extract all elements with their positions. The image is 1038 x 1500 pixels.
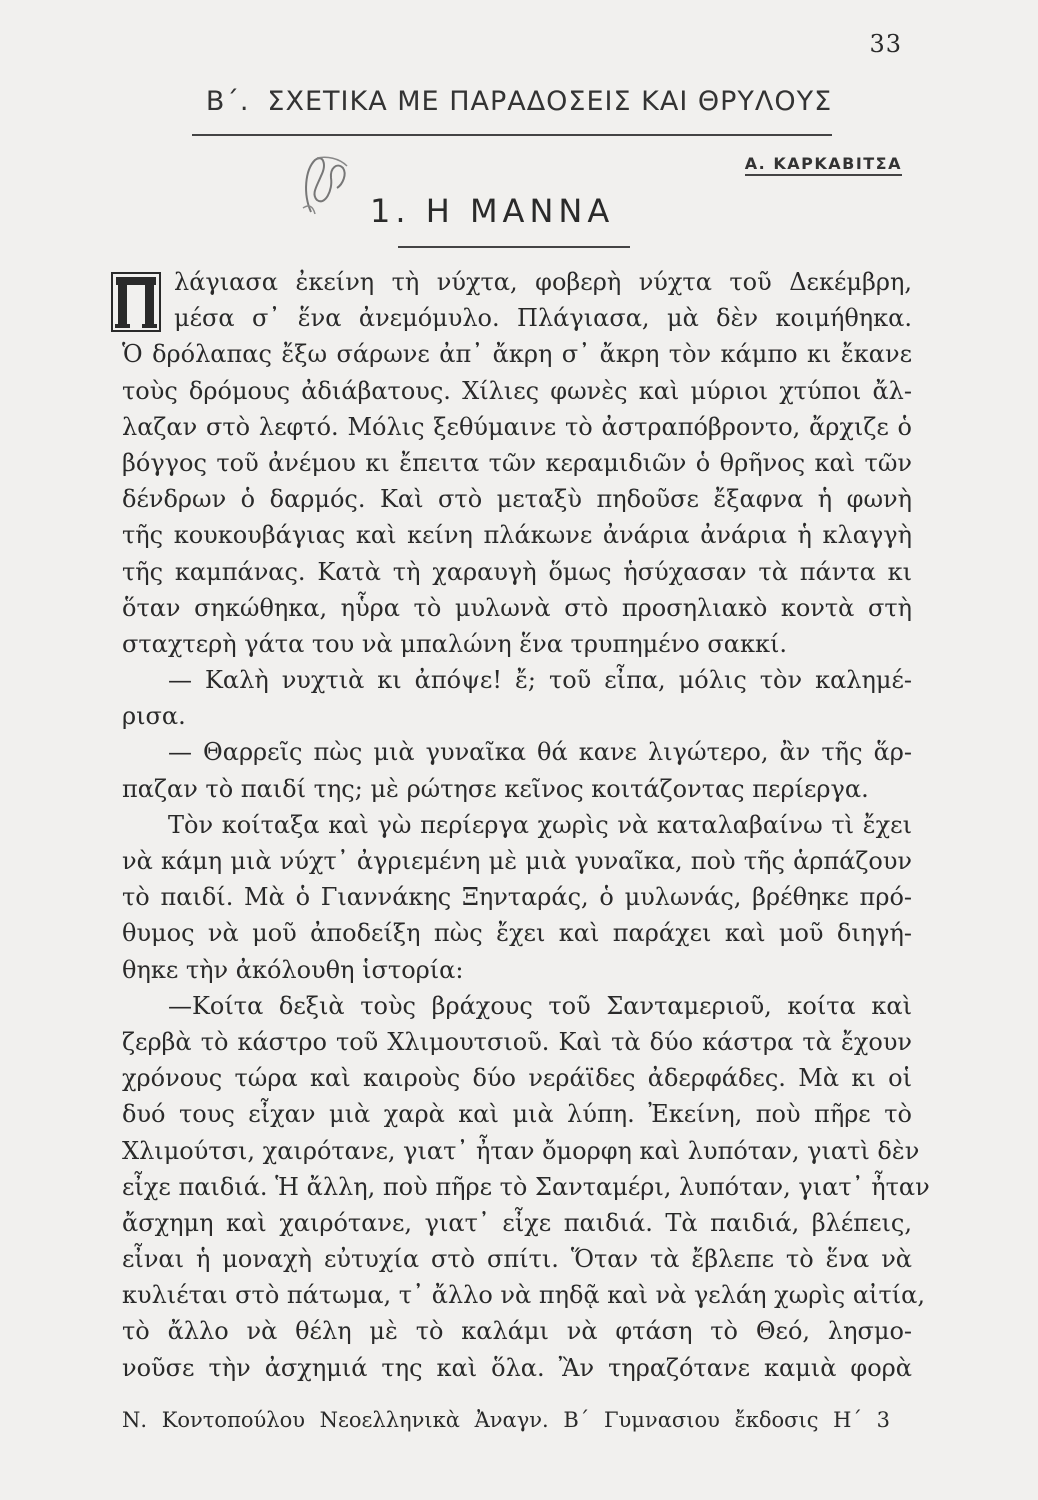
title-rule (398, 246, 630, 248)
body-text (122, 264, 930, 1386)
text-line: νὰ κάμη μιὰ νύχτ᾽ ἀγριεμένη μὲ μιὰ γυναῖκα, ποὺ τῆς ἁρπάζουν (122, 847, 912, 875)
story-title: 1. Η ΜΑΝΝΑ (370, 192, 615, 230)
handwritten-mark-icon (297, 150, 355, 220)
text-line: σταχτερὴ γάτα του νὰ μπαλώνη ἕνα τρυπημένο σακκί. (122, 629, 787, 658)
text-line: ζερβὰ τὸ κάστρο τοῦ Χλιμουτσιοῦ. Καὶ τὰ δύο κάστρα τὰ ἔχουν (122, 1027, 912, 1056)
text-line: εἶχε παιδιά. Ἡ ἄλλη, ποὺ πῆρε τὸ Σανταμέρι, λυπόταν, γιατ᾽ ἦταν (122, 1172, 930, 1201)
section-heading-letter: Β΄. (205, 86, 250, 117)
text-line: θηκε τὴν ἀκόλουθη ἱστορία: (122, 955, 464, 984)
text-line: τοὺς δρόμους ἀδιάβατους. Χίλιες φωνὲς καὶ μύριοι χτύποι ἄλ- (122, 376, 912, 405)
section-heading-text: ΣΧΕΤΙΚΑ ΜΕ ΠΑΡΑΔΟΣΕΙΣ ΚΑΙ ΘΡΥΛΟΥΣ (267, 86, 833, 117)
text-line: τὸ ἄλλο νὰ θέλη μὲ τὸ καλάμι νὰ φτάση τὸ Θεό, λησμο- (122, 1317, 912, 1346)
text-line: βόγγος τοῦ ἀνέμου κι ἔπειτα τῶν κεραμιδιῶν ὁ θρῆνος καὶ τῶν (122, 448, 912, 477)
text-line: δυό τους εἶχαν μιὰ χαρὰ καὶ μιὰ λύπη. Ἐκείνη, ποὺ πῆρε τὸ (122, 1100, 912, 1129)
text-line: Τὸν κοίταξα καὶ γὼ περίεργα χωρὶς νὰ καταλαβαίνω τὶ ἔχει (168, 810, 912, 839)
text-line: δένδρων ὁ δαρμός. Καὶ στὸ μεταξὺ πηδοῦσε ἔξαφνα ἡ φωνὴ (122, 485, 912, 514)
text-line: θυμος νὰ μοῦ ἀποδείξη πὼς ἔχει καὶ παράχει καὶ μοῦ διηγή- (122, 919, 912, 948)
heading-rule (192, 134, 832, 136)
text-line: νοῦσε τὴν ἀσχημιά της καὶ ὅλα. Ἂν τηραζότανε καμιὰ φορὰ (122, 1353, 912, 1382)
text-line: — Θαρρεῖς πὼς μιὰ γυναῖκα θά κανε λιγώτερο, ἂν τῆς ἅρ- (168, 738, 912, 767)
text-line: Ὁ δρόλαπας ἔξω σάρωνε ἀπ᾽ ἄκρη σ᾽ ἄκρη τὸν κάμπο κι ἔκανε (122, 340, 912, 369)
text-line: κυλιέται στὸ πάτωμα, τ᾽ ἄλλο νὰ πηδᾷ καὶ νὰ γελάη χωρὶς αἰτία, (122, 1281, 925, 1310)
text-line: —Κοίτα δεξιὰ τοὺς βράχους τοῦ Σανταμεριοῦ, κοίτα καὶ (168, 991, 912, 1020)
text-line: τῆς καμπάνας. Κατὰ τὴ χαραυγὴ ὅμως ἡσύχασαν τὰ πάντα κι (122, 557, 912, 586)
svg-text:Π: Π (136, 312, 137, 313)
text-line: λάγιασα ἐκείνη τὴ νύχτα, φοβερὴ νύχτα τοῦ Δεκέμβρη, (174, 268, 912, 296)
text-line: χρόνους τώρα καὶ καιροὺς δύο νεράϊδες ἀδερφάδες. Μὰ κι οἱ (122, 1064, 912, 1093)
text-line: λαζαν στὸ λεφτό. Μόλις ξεθύμαινε τὸ ἀστραπόβροντο, ἄρχιζε ὁ (122, 412, 912, 441)
text-line: ἄσχημη καὶ χαιρότανε, γιατ᾽ εἶχε παιδιά. Τὰ παιδιά, βλέπεις, (122, 1208, 912, 1237)
text-line: Χλιμούτσι, χαιρότανε, γιατ᾽ ἦταν ὄμορφη καὶ λυπόταν, γιατὶ δὲν (122, 1136, 920, 1165)
page-number: 33 (869, 30, 902, 58)
text-line: — Καλὴ νυχτιὰ κι ἀπόψε! ἔ; τοῦ εἶπα, μόλις τὸν καλημέ- (168, 666, 912, 695)
text-line: παζαν τὸ παιδί της; μὲ ρώτησε κεῖνος κοιτάζοντας περίεργα. (122, 774, 869, 803)
section-heading (0, 86, 1038, 117)
text-line: εἶναι ἡ μοναχὴ εὐτυχία στὸ σπίτι. Ὅταν τὰ ἔβλεπε τὸ ἕνα νὰ (122, 1245, 912, 1274)
text-line: ὅταν σηκώθηκα, ηὗρα τὸ μυλωνὰ στὸ προσηλιακὸ κοντὰ στὴ (122, 593, 912, 622)
text-line: τῆς κουκουβάγιας καὶ κείνη πλάκωνε ἀνάρια ἀνάρια ἡ κλαγγὴ (122, 521, 912, 550)
text-line: μέσα σ᾽ ἕνα ἀνεμόμυλο. Πλάγιασα, μὰ δὲν κοιμήθηκα. (174, 304, 912, 333)
text-line: ρισα. (122, 702, 186, 731)
author-name: Α. ΚΑΡΚΑΒΙΤΣΑ (745, 154, 902, 176)
text-line: τὸ παιδί. Μὰ ὁ Γιαννάκης Ξηνταράς, ὁ μυλωνάς, βρέθηκε πρό- (122, 883, 912, 912)
page-footer: Ν. Κοντοπούλου Νεοελληνικὰ Ἀναγν. Β΄ Γυμνασιου ἔκδοσις Η΄ 3 (122, 1408, 890, 1432)
